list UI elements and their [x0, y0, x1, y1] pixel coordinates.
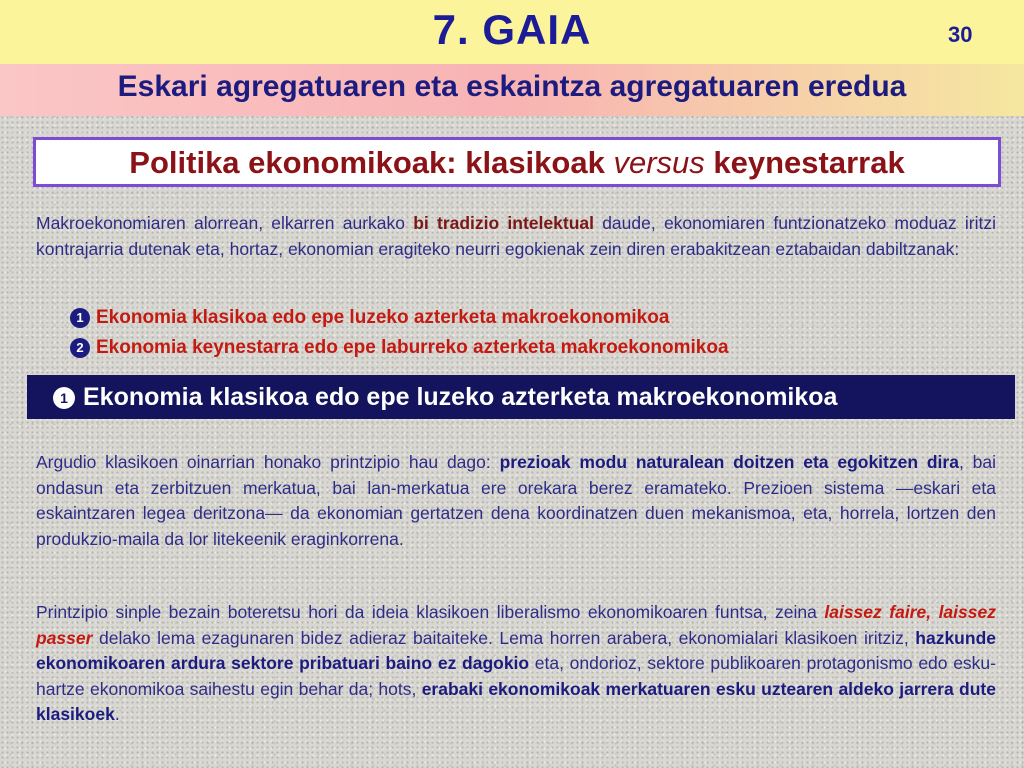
- intro-paragraph: [36, 210, 996, 262]
- para2-text-3: eta, ondorioz, sektore publikoaren protagonismo edo esku-hartze ekonomikoa saihestu egin behar da; hots,: [36, 653, 996, 699]
- page-title: 7. GAIA: [432, 6, 592, 53]
- bullet-item-1: [70, 307, 669, 329]
- para2-text-4: .: [114, 704, 120, 724]
- section-heading-part2: keynestarrak: [704, 145, 905, 180]
- section-heading: [129, 145, 904, 181]
- para1-text-2: , bai ondasun eta zerbitzuen merkatua, bai lan-merkatua ere orekara berez eramateko. Prezioen sistema —eskari eta eskaintzaren legea deritzona— da ekonomian gertatzen dena koordinatzen duen mekanismoa, eta, horrela, lortzen den produkzio-maila da lor litekeenik eraginkorrena.: [36, 452, 997, 549]
- intro-text-1: Makroekonomiaren alorrean, elkarren aurkako: [36, 213, 414, 233]
- para2-bold-1: hazkunde ekonomikoaren ardura sektore pribatuari baino ez dagokio: [36, 627, 996, 673]
- section-heading-emphasis: versus: [613, 145, 705, 180]
- para2-motto: laissez faire, laissez passer: [36, 602, 996, 648]
- para2-text-2: delako lema ezagunaren bidez adieraz baitaiteke. Lema horren arabera, ekonomialari klasikoen iritziz,: [92, 627, 916, 648]
- number-2-icon: 2: [70, 338, 90, 358]
- para1-bold-1: prezioak modu naturalean doitzen eta egokitzen dira: [499, 452, 959, 472]
- section-heading-part1: Politika ekonomikoak: klasikoak: [129, 145, 614, 180]
- intro-text-2: daude, ekonomiaren funtzionatzeko moduaz iritzi kontrajarria dutenak eta, hortaz, ekonomian eragiteko neurri egokienak zein diren erabakitzean eztabaidan dabiltzanak:: [36, 213, 996, 259]
- bullet-text-1: Ekonomia klasikoa edo epe luzeko azterketa makroekonomikoa: [96, 307, 670, 328]
- bullet-text-2: Ekonomia keynestarra edo epe laburreko azterketa makroekonomikoa: [96, 337, 729, 358]
- bullet-item-2: [70, 337, 729, 359]
- section2-heading-band: [27, 375, 1015, 419]
- paragraph-1: [36, 450, 996, 552]
- para1-text-1: Argudio klasikoen oinarrian honako printzipio hau dago:: [36, 452, 500, 472]
- section2-heading-text: Ekonomia klasikoa edo epe luzeko azterketa makroekonomikoa: [83, 383, 838, 411]
- para2-bold-2: erabaki ekonomikoak merkatuaren esku uztearen aldeko jarrera dute klasikoek: [36, 678, 996, 724]
- number-1-icon: 1: [70, 308, 90, 328]
- slide-subtitle: Eskari agregatuaren eta eskaintza agregatuaren eredua: [117, 70, 907, 103]
- intro-bold: bi tradizio intelektual: [413, 213, 594, 233]
- page-number: 30: [948, 22, 973, 47]
- section2-heading: [53, 383, 837, 412]
- number-1-icon: 1: [53, 387, 75, 409]
- paragraph-2: [36, 600, 996, 728]
- para2-text-1: Printzipio sinple bezain boteretsu hori da ideia klasikoen liberalismo ekonomikoaren funtsa, zeina: [36, 602, 825, 622]
- section-heading-box: [33, 137, 1001, 187]
